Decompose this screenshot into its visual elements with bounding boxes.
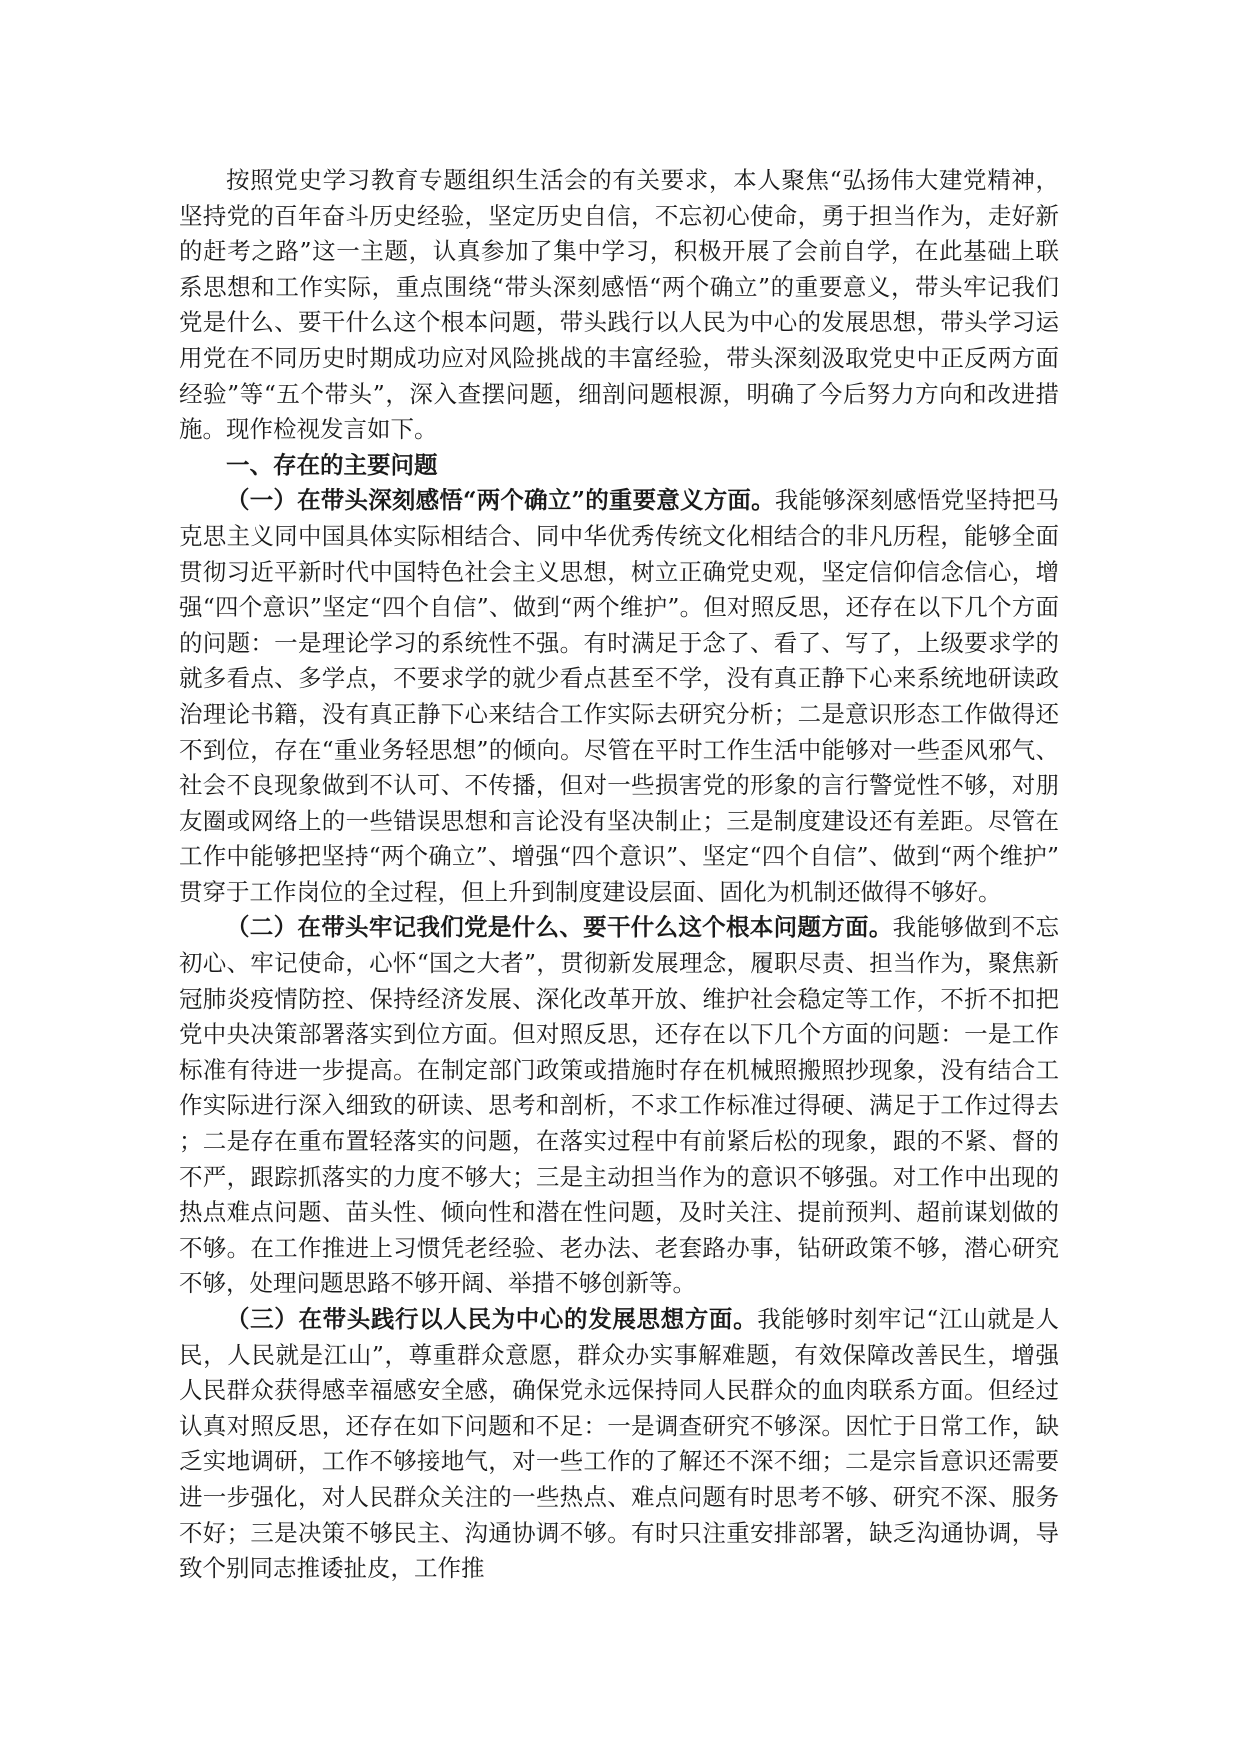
problem-item-3-lead: （三）在带头践行以人民为中心的发展思想方面。 (226, 1305, 758, 1333)
intro-paragraph: 按照党史学习教育专题组织生活会的有关要求，本人聚焦“弘扬伟大建党精神，坚持党的百年奋斗历史经验，坚定历史自信，不忘初心使命，勇于担当作为，走好新的赶考之路”这一主题，认真参加了集中学习，积极开展了会前自学，在此基础上联系思想和工作实际，重点围绕“带头深刻感悟“两个确立”的重要意义，带头牢记我们党是什么、要干什么这个根本问题，带头践行以人民为中心的发展思想，带头学习运用党在不同历史时期成功应对风险挑战的丰富经验，带头深刻汲取党史中正反两方面经验”等“五个带头”，深入查摆问题，细剖问题根源，明确了今后努力方向和改进措施。现作检视发言如下。 (179, 166, 1059, 444)
problem-item-3 (179, 1302, 1059, 1587)
problem-item-3-body: 我能够时刻牢记“江山就是人民，人民就是江山”，尊重群众意愿，群众办实事解难题，有效保障改善民生，增强人民群众获得感幸福感安全感，确保党永远保持同人民群众的血肉联系方面。但经过认真对照反思，还存在如下问题和不足：一是调查研究不够深。因忙于日常工作，缺乏实地调研，工作不够接地气，对一些工作的了解还不深不细；二是宗旨意识还需要进一步强化，对人民群众关注的一些热点、难点问题有时思考不够、研究不深、服务不好；三是决策不够民主、沟通协调不够。有时只注重安排部署，缺乏沟通协调，导致个别同志推诿扯皮，工作推 (179, 1305, 1060, 1583)
section-heading: 一、存在的主要问题 (226, 450, 438, 479)
problem-item-2-lead: （二）在带头牢记我们党是什么、要干什么这个根本问题方面。 (226, 913, 893, 942)
problem-item-1-body: 我能够深刻感悟党坚持把马克思主义同中国具体实际相结合、同中华优秀传统文化相结合的非凡历程，能够全面贯彻习近平新时代中国特色社会主义思想，树立正确党史观，坚定信仰信念信心，增强“四个意识”坚定“四个自信”、做到“两个维护”。但对照反思，还存在以下几个方面的问题：一是理论学习的系统性不强。有时满足于念了、看了、写了，上级要求学的就多看点、多学点，不要求学的就少看点甚至不学，没有真正静下心来系统地研读政治理论书籍，没有真正静下心来结合工作实际去研究分析；二是意识形态工作做得还不到位，存在“重业务轻思想”的倾向。尽管在平时工作生活中能够对一些歪风邪气、社会不良现象做到不认可、不传播，但对一些损害党的形象的言行警觉性不够，对朋友圈或网络上的一些错误思想和言论没有坚决制止；三是制度建设还有差距。尽管在工作中能够把坚持“两个确立”、增强“四个意识”、坚定“四个自信”、做到“两个维护”贯穿于工作岗位的全过程，但上升到制度建设层面、固化为机制还做得不够好。 (179, 486, 1059, 906)
document-body (179, 163, 1059, 1587)
problem-item-1 (179, 483, 1059, 910)
problem-item-1-lead: （一）在带头深刻感悟“两个确立”的重要意义方面。 (226, 486, 775, 515)
problem-item-2-body: 我能够做到不忘初心、牢记使命，心怀“国之大者”，贯彻新发展理念，履职尽责、担当作为，聚焦新冠肺炎疫情防控、保持经济发展、深化改革开放、维护社会稳定等工作，不折不扣把党中央决策部署落实到位方面。但对照反思，还存在以下几个方面的问题：一是工作标准有待进一步提高。在制定部门政策或措施时存在机械照搬照抄现象，没有结合工作实际进行深入细致的研读、思考和剖析，不求工作标准过得硬、满足于工作过得去；二是存在重布置轻落实的问题，在落实过程中有前紧后松的现象，跟的不紧、督的不严，跟踪抓落实的力度不够大；三是主动担当作为的意识不够强。对工作中出现的热点难点问题、苗头性、倾向性和潜在性问题，及时关注、提前预判、超前谋划做的不够。在工作推进上习惯凭老经验、老办法、老套路办事，钻研政策不够，潜心研究不够，处理问题思路不够开阔、举措不够创新等。 (179, 913, 1060, 1298)
problem-item-2 (179, 910, 1059, 1302)
